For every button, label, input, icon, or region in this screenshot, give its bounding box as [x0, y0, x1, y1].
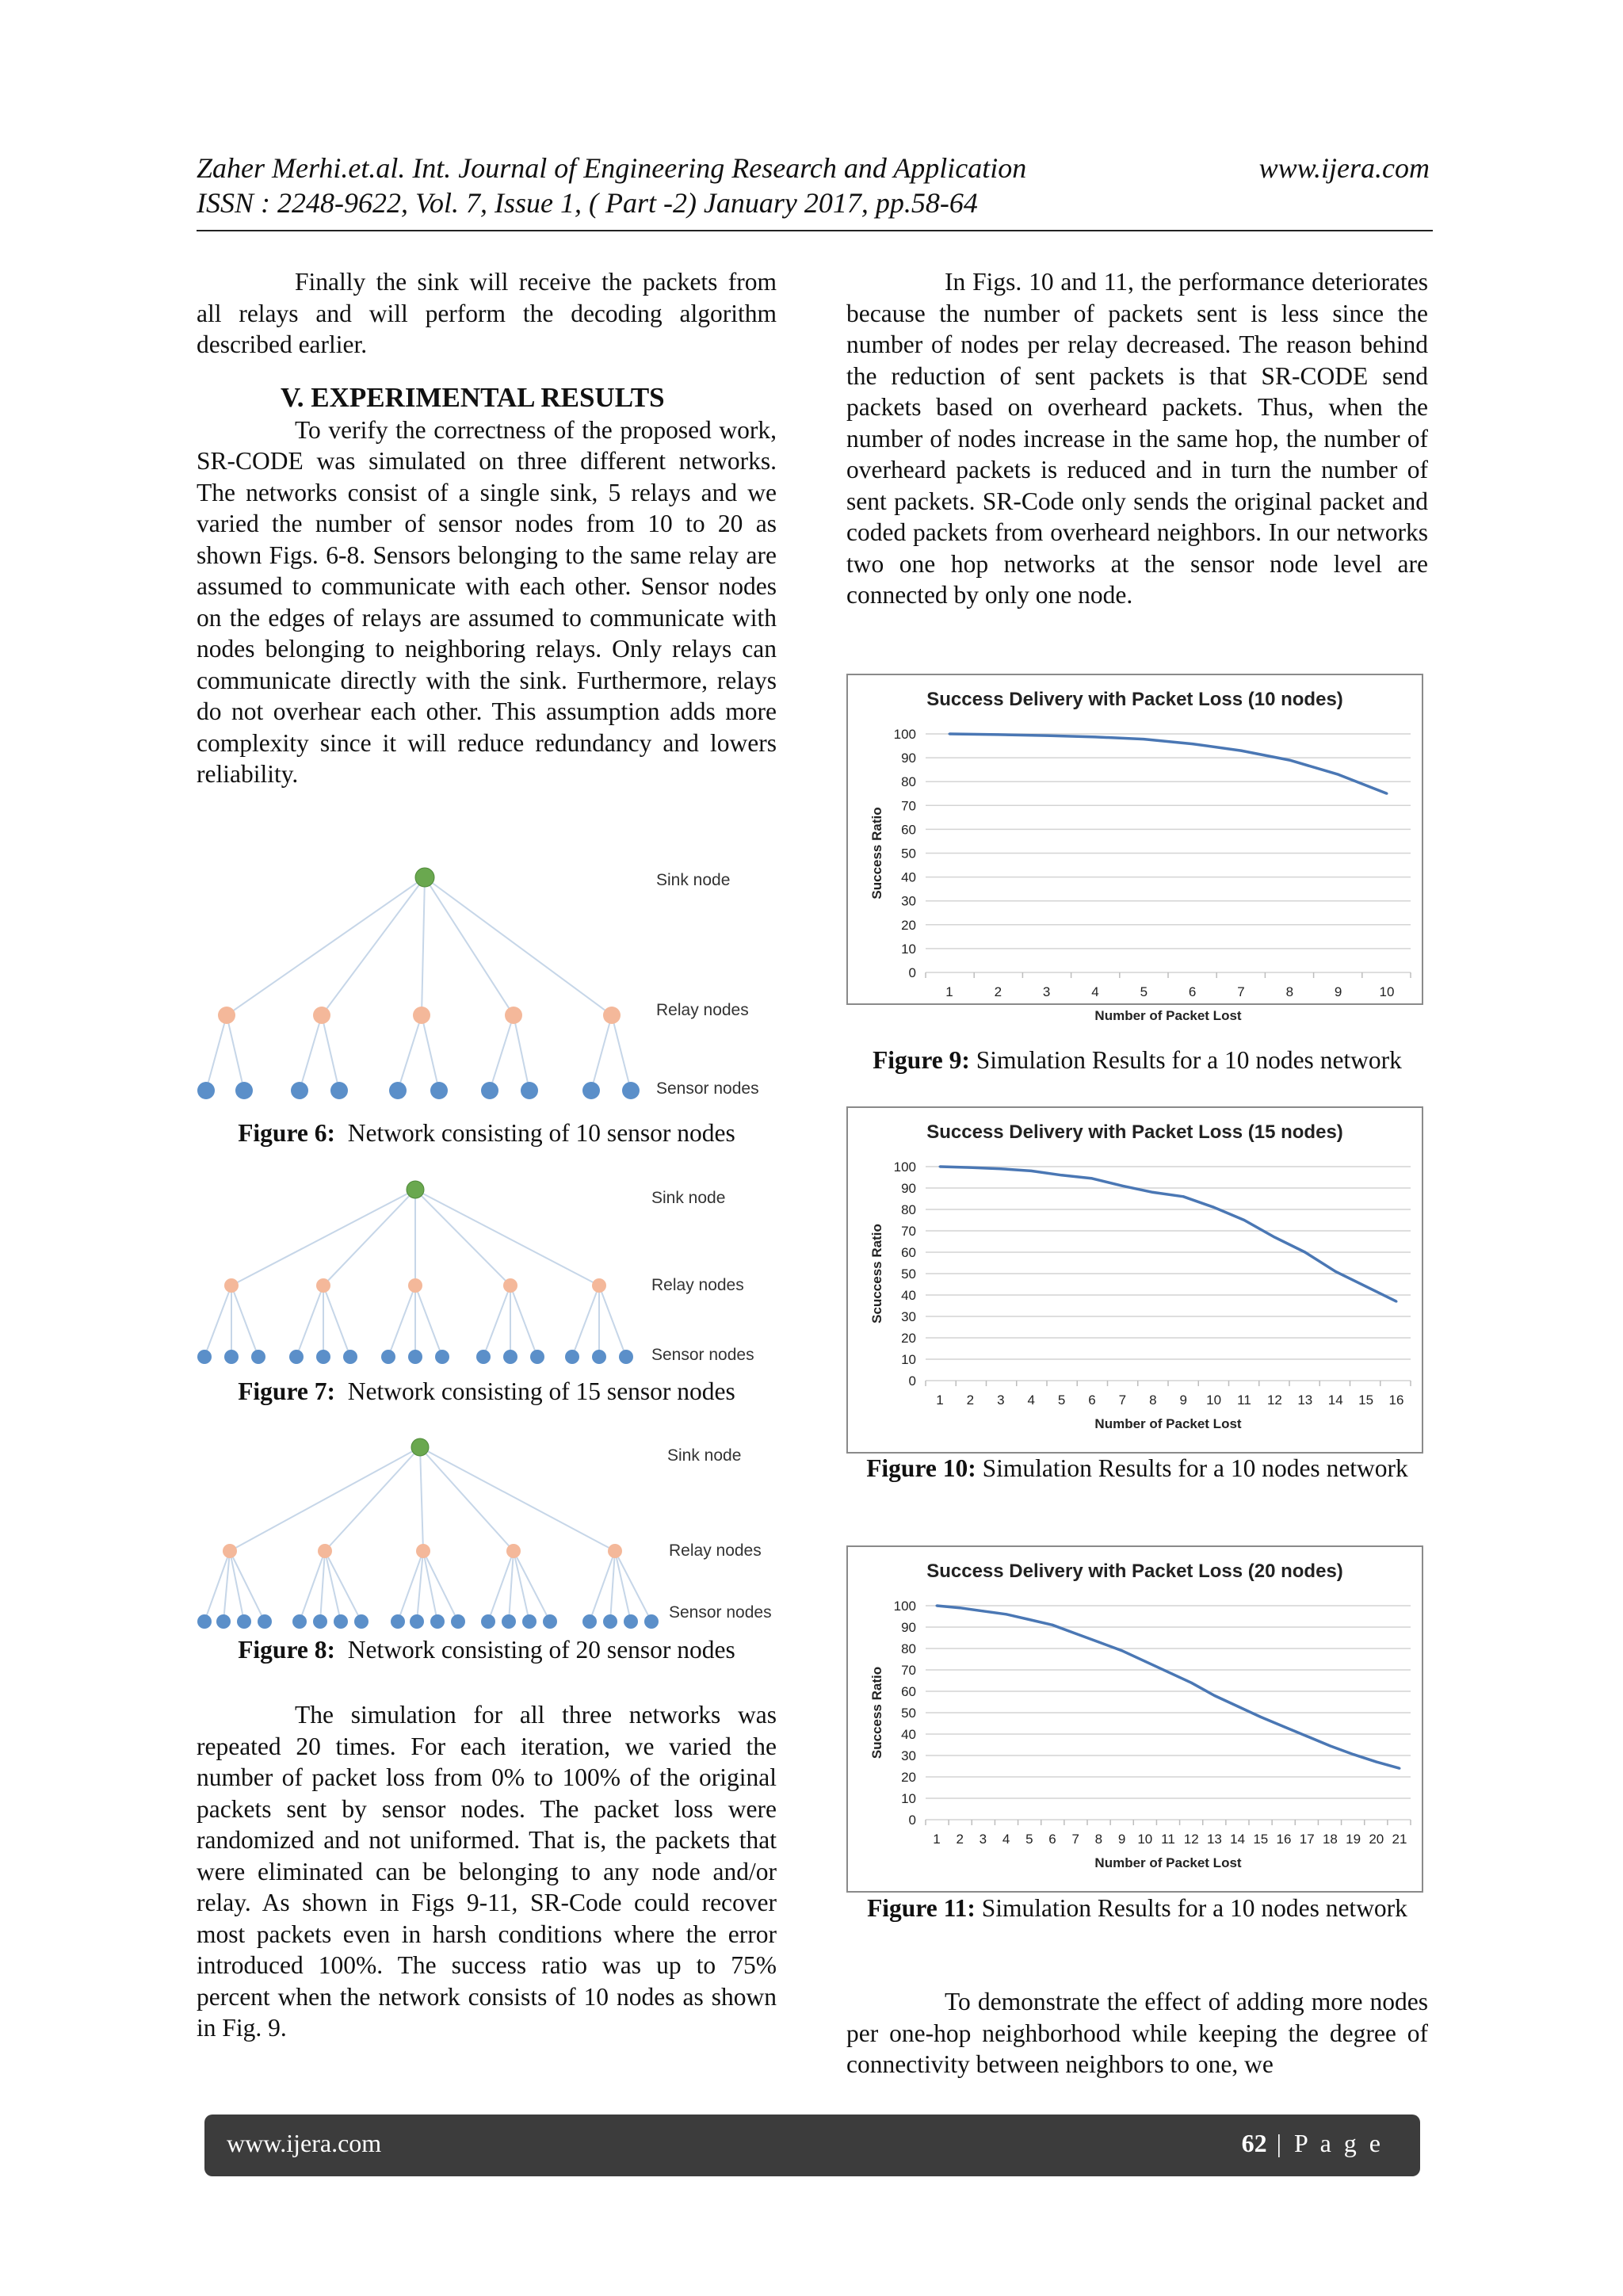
- y-tick-label: 10: [901, 1791, 916, 1806]
- right-column-top: [846, 266, 1428, 611]
- y-tick-label: 70: [901, 1663, 916, 1678]
- data-point: [982, 1610, 984, 1612]
- data-point: [1236, 1705, 1239, 1707]
- sensor-node: [235, 1082, 253, 1099]
- footer-url: www.ijera.com: [227, 2129, 382, 2157]
- x-tick-label: 16: [1276, 1832, 1292, 1847]
- figure-9-text: Simulation Results for a 10 nodes network: [976, 1046, 1402, 1074]
- data-point: [1335, 1270, 1337, 1273]
- sensor-node: [481, 1614, 495, 1629]
- relay-node: [506, 1544, 521, 1558]
- data-point: [1329, 1744, 1331, 1747]
- x-tick-label: 13: [1297, 1392, 1313, 1408]
- y-tick-label: 40: [901, 1288, 916, 1303]
- sensor-node: [582, 1082, 600, 1099]
- x-tick-label: 11: [1237, 1392, 1251, 1408]
- x-axis-label: Number of Packet Lost: [1094, 1855, 1242, 1870]
- left-column-bottom: [197, 1699, 777, 2044]
- x-tick-label: 8: [1285, 984, 1294, 999]
- relay-node: [413, 1007, 430, 1024]
- y-tick-label: 0: [908, 1813, 916, 1828]
- x-tick-label: 15: [1253, 1832, 1269, 1847]
- y-tick-label: 90: [901, 751, 916, 766]
- sink-node: [411, 1438, 429, 1456]
- network-figure-7: [190, 1173, 777, 1371]
- data-point: [1005, 1613, 1007, 1615]
- data-point: [1045, 735, 1048, 737]
- chart-figure-9: [846, 674, 1423, 1023]
- x-tick-label: 1: [945, 984, 953, 999]
- sensor-node: [619, 1350, 633, 1364]
- series-line: [940, 1167, 1396, 1301]
- data-point: [969, 1167, 972, 1169]
- x-tick-label: 5: [1025, 1832, 1033, 1847]
- left-paragraph-2: To verify the correctness of the proposed work, SR-CODE was simulated on three different networks. The networks consist of a single sink, 5 relays and we varied the number of sensor nodes from 10 to 20 as shown Figs. 6-8. Sensors belonging to the same relay are assumed to communicate with each other. Sensor nodes on the edges of relays are assumed to communicate with nodes belonging to neighboring relays. Only relays can communicate directly with the sink. Furthermore, relays do not overhear each other. This assumption adds more complexity since it will reduce redundancy and lowers reliability.: [197, 415, 777, 788]
- figure-7-caption: [197, 1376, 777, 1407]
- data-point: [1030, 1170, 1033, 1172]
- chart-title: Success Delivery with Packet Loss (15 nodes): [926, 1121, 1343, 1143]
- x-tick-label: 21: [1392, 1832, 1407, 1847]
- data-point: [949, 733, 951, 735]
- sensor-node: [603, 1614, 617, 1629]
- figure-10-label: Figure 10:: [866, 1454, 976, 1482]
- relay-node: [408, 1278, 422, 1293]
- y-tick-label: 30: [901, 1748, 916, 1763]
- y-tick-label: 60: [901, 1245, 916, 1260]
- sensor-node: [530, 1350, 544, 1364]
- sensor-node: [543, 1614, 557, 1629]
- x-tick-label: 3: [1042, 984, 1051, 999]
- data-point: [1213, 1694, 1216, 1697]
- header-rule: [197, 230, 1433, 231]
- y-axis-label: Scuccess Ratio: [869, 1224, 884, 1324]
- sink-node: [415, 868, 434, 887]
- y-tick-label: 100: [893, 1159, 916, 1175]
- x-tick-label: 14: [1230, 1832, 1246, 1847]
- relay-node: [603, 1007, 621, 1024]
- sensor-node: [503, 1350, 517, 1364]
- data-point: [1337, 774, 1339, 776]
- data-point: [1098, 1641, 1100, 1643]
- figure-10-caption: [846, 1453, 1428, 1484]
- data-point: [999, 1167, 1002, 1170]
- data-point: [939, 1166, 941, 1168]
- data-point: [1396, 1301, 1398, 1303]
- figure-7-label: Figure 7:: [238, 1377, 335, 1405]
- x-tick-label: 10: [1379, 984, 1395, 999]
- data-point: [1375, 1761, 1377, 1763]
- relay-node: [223, 1544, 237, 1558]
- x-tick-label: 11: [1161, 1832, 1175, 1847]
- sink-node-label: Sink node: [656, 871, 731, 889]
- relay-node: [318, 1544, 332, 1558]
- x-tick-label: 5: [1057, 1392, 1066, 1408]
- journal-url: www.ijera.com: [1258, 152, 1430, 184]
- data-point: [936, 1605, 938, 1607]
- sink-node-label: Sink node: [651, 1189, 726, 1207]
- figure-11-label: Figure 11:: [867, 1894, 976, 1922]
- sensor-node: [289, 1350, 304, 1364]
- y-axis-label: Success Ratio: [869, 807, 884, 900]
- y-tick-label: 30: [901, 1309, 916, 1324]
- x-tick-label: 15: [1358, 1392, 1374, 1408]
- sensor-node: [410, 1614, 424, 1629]
- y-tick-label: 80: [901, 1202, 916, 1217]
- journal-line: Zaher Merhi.et.al. Int. Journal of Engineering Research and Application: [197, 152, 1027, 184]
- data-point: [1304, 1251, 1306, 1254]
- y-tick-label: 50: [901, 846, 916, 861]
- relay-node: [313, 1007, 330, 1024]
- left-paragraph-1: Finally the sink will receive the packets from all relays and will perform the decoding algorithm described earlier.: [197, 268, 777, 358]
- data-point: [1352, 1753, 1354, 1755]
- relay-nodes-label: Relay nodes: [656, 1001, 749, 1019]
- page-number-value: 62: [1241, 2129, 1267, 2157]
- y-tick-label: 10: [901, 1352, 916, 1367]
- sensor-node: [565, 1350, 579, 1364]
- x-tick-label: 2: [956, 1832, 964, 1847]
- sensor-node: [316, 1350, 330, 1364]
- chart-title: Success Delivery with Packet Loss (10 nodes): [926, 689, 1343, 710]
- relay-node: [316, 1278, 330, 1293]
- y-tick-label: 60: [901, 1684, 916, 1699]
- x-tick-label: 9: [1117, 1832, 1126, 1847]
- sensor-nodes-label: Sensor nodes: [656, 1079, 759, 1098]
- sensor-node: [592, 1350, 606, 1364]
- series-line: [937, 1606, 1400, 1768]
- data-point: [1212, 1206, 1215, 1209]
- x-tick-label: 6: [1188, 984, 1197, 999]
- x-tick-label: 16: [1388, 1392, 1404, 1408]
- x-tick-label: 8: [1094, 1832, 1103, 1847]
- sensor-node: [258, 1614, 272, 1629]
- y-tick-label: 30: [901, 893, 916, 909]
- chart-title: Success Delivery with Packet Loss (20 nodes): [926, 1561, 1343, 1582]
- y-tick-label: 50: [901, 1706, 916, 1721]
- x-tick-label: 3: [997, 1392, 1005, 1408]
- sensor-nodes-label: Sensor nodes: [651, 1346, 754, 1364]
- relay-nodes-label: Relay nodes: [651, 1276, 744, 1294]
- sensor-node: [197, 1350, 212, 1364]
- data-point: [1182, 1195, 1185, 1198]
- x-tick-label: 7: [1118, 1392, 1127, 1408]
- data-point: [1191, 743, 1193, 745]
- figure-8-label: Figure 8:: [238, 1636, 335, 1664]
- sensor-node: [435, 1350, 449, 1364]
- x-tick-label: 7: [1071, 1832, 1079, 1847]
- sensor-node: [624, 1614, 638, 1629]
- x-tick-label: 17: [1299, 1832, 1315, 1847]
- left-paragraph-3: The simulation for all three networks was repeated 20 times. For each iteration, we varied the number of packet loss from 0% to 100% of the original packets sent by sensor nodes. The packet loss were randomized and not uniformed. That is, the packets that were eliminated can be belonging to any node and/or relay. As shown in Figs 9-11, SR-Code could recover most packets even in harsh conditions where the error introduced 100%. The success ratio was up to 75% percent when the network consists of 10 nodes as shown in Fig. 9.: [197, 1701, 777, 2042]
- sensor-node: [389, 1082, 407, 1099]
- data-point: [1399, 1767, 1401, 1770]
- relay-node: [218, 1007, 235, 1024]
- data-point: [1274, 1236, 1276, 1239]
- sensor-node: [197, 1614, 212, 1629]
- x-tick-label: 2: [994, 984, 1002, 999]
- sensor-node: [644, 1614, 659, 1629]
- y-tick-label: 100: [893, 1599, 916, 1614]
- x-tick-label: 1: [933, 1832, 941, 1847]
- right-paragraph-2: To demonstrate the effect of adding more nodes per one-hop neighborhood while keeping the degree of connectivity between neighbors to one, we: [846, 1988, 1428, 2078]
- data-point: [1094, 735, 1097, 738]
- x-tick-label: 8: [1149, 1392, 1157, 1408]
- x-tick-label: 4: [1002, 1832, 1010, 1847]
- x-tick-label: 9: [1179, 1392, 1187, 1408]
- sensor-node: [224, 1350, 239, 1364]
- x-tick-label: 10: [1137, 1832, 1153, 1847]
- x-tick-label: 5: [1140, 984, 1148, 999]
- sensor-nodes-label: Sensor nodes: [669, 1603, 772, 1622]
- x-tick-label: 7: [1237, 984, 1245, 999]
- page-footer: [204, 2115, 1420, 2176]
- data-point: [1259, 1716, 1262, 1718]
- page-suffix: | P a g e: [1266, 2129, 1384, 2157]
- x-tick-label: 12: [1183, 1832, 1199, 1847]
- figure-8-text: Network consisting of 20 sensor nodes: [347, 1636, 735, 1664]
- data-point: [1060, 1174, 1063, 1176]
- x-tick-label: 19: [1346, 1832, 1361, 1847]
- x-tick-label: 6: [1048, 1832, 1056, 1847]
- data-point: [1283, 1725, 1285, 1728]
- sensor-node: [330, 1082, 348, 1099]
- sensor-node: [481, 1082, 498, 1099]
- relay-nodes-label: Relay nodes: [669, 1541, 762, 1560]
- x-tick-label: 4: [1027, 1392, 1035, 1408]
- sensor-node: [237, 1614, 251, 1629]
- x-tick-label: 4: [1091, 984, 1099, 999]
- series-line: [949, 734, 1387, 793]
- sensor-node: [476, 1350, 491, 1364]
- y-tick-label: 50: [901, 1266, 916, 1282]
- sensor-node: [502, 1614, 516, 1629]
- sensor-node: [522, 1614, 537, 1629]
- figure-10-text: Simulation Results for a 10 nodes network: [982, 1454, 1408, 1482]
- x-tick-label: 14: [1327, 1392, 1343, 1408]
- y-tick-label: 80: [901, 774, 916, 790]
- x-tick-label: 12: [1266, 1392, 1282, 1408]
- sensor-node: [430, 1614, 445, 1629]
- y-tick-label: 40: [901, 1727, 916, 1742]
- data-point: [1151, 1191, 1154, 1194]
- relay-node: [505, 1007, 522, 1024]
- figure-11-text: Simulation Results for a 10 nodes network: [981, 1894, 1407, 1922]
- page-number: [1242, 2129, 1384, 2158]
- chart-figure-10: [846, 1106, 1423, 1454]
- x-tick-label: 3: [979, 1832, 987, 1847]
- figure-6-label: Figure 6:: [238, 1119, 335, 1147]
- sensor-node: [430, 1082, 448, 1099]
- data-point: [1075, 1633, 1077, 1635]
- issue-line: ISSN : 2248-9622, Vol. 7, Issue 1, ( Part -2) January 2017, pp.58-64: [197, 187, 978, 219]
- data-point: [997, 733, 999, 735]
- y-tick-label: 20: [901, 1331, 916, 1346]
- right-paragraph-1: In Figs. 10 and 11, the performance deteriorates because the number of packets sent is less since the number of nodes per relay decreased. The reason behind the reduction of sent packets is that SR-CODE send packets based on overheard packets. Thus, when the number of nodes increase in the same hop, the number of overheard packets is reduced and in turn the number of sent packets. SR-Code only sends the original packet and coded packets from overheard neighbors. In our networks two one hop networks at the sensor node level are connected by only one node.: [846, 268, 1428, 609]
- sensor-node: [622, 1082, 640, 1099]
- sensor-node: [343, 1350, 357, 1364]
- data-point: [1190, 1682, 1193, 1684]
- sensor-node: [291, 1082, 308, 1099]
- data-point: [1306, 1735, 1308, 1737]
- sensor-node: [251, 1350, 265, 1364]
- y-tick-label: 20: [901, 917, 916, 933]
- y-axis-label: Success Ratio: [869, 1666, 884, 1759]
- sensor-node: [354, 1614, 369, 1629]
- data-point: [1386, 793, 1388, 795]
- network-figure-8: [190, 1431, 777, 1629]
- sensor-node: [334, 1614, 348, 1629]
- x-tick-label: 9: [1334, 984, 1342, 999]
- network-figure-6: [190, 864, 777, 1110]
- running-header: [197, 151, 1430, 220]
- y-tick-label: 70: [901, 798, 916, 814]
- y-tick-label: 70: [901, 1224, 916, 1239]
- data-point: [1144, 1660, 1146, 1663]
- data-point: [1365, 1286, 1367, 1288]
- data-point: [1121, 1185, 1124, 1187]
- x-tick-label: 20: [1369, 1832, 1384, 1847]
- data-point: [1240, 750, 1243, 752]
- sensor-node: [408, 1350, 422, 1364]
- y-tick-label: 40: [901, 869, 916, 885]
- y-tick-label: 90: [901, 1181, 916, 1196]
- y-tick-label: 10: [901, 941, 916, 957]
- sensor-node: [451, 1614, 465, 1629]
- sensor-node: [313, 1614, 327, 1629]
- left-column-top: [197, 266, 777, 790]
- data-point: [1167, 1671, 1170, 1673]
- sensor-node: [292, 1614, 307, 1629]
- y-tick-label: 90: [901, 1620, 916, 1635]
- figure-6-text: Network consisting of 10 sensor nodes: [347, 1119, 735, 1147]
- section-title: V. EXPERIMENTAL RESULTS: [281, 381, 665, 413]
- x-tick-label: 13: [1206, 1832, 1222, 1847]
- sensor-node: [582, 1614, 597, 1629]
- x-tick-label: 10: [1206, 1392, 1222, 1408]
- chart-figure-11: [846, 1545, 1423, 1893]
- y-tick-label: 80: [901, 1641, 916, 1656]
- y-tick-label: 0: [908, 1373, 916, 1389]
- sink-node: [407, 1181, 424, 1198]
- figure-7-text: Network consisting of 15 sensor nodes: [347, 1377, 735, 1405]
- y-tick-label: 0: [908, 965, 916, 980]
- figure-9-caption: [846, 1045, 1428, 1075]
- sensor-node: [381, 1350, 395, 1364]
- sensor-node: [216, 1614, 231, 1629]
- x-tick-label: 18: [1322, 1832, 1338, 1847]
- x-axis-label: Number of Packet Lost: [1094, 1008, 1242, 1023]
- data-point: [959, 1606, 961, 1609]
- right-column-bottom: [846, 1986, 1428, 2080]
- x-axis-label: Number of Packet Lost: [1094, 1416, 1242, 1431]
- data-point: [1028, 1618, 1030, 1621]
- sensor-node: [521, 1082, 538, 1099]
- x-tick-label: 1: [936, 1392, 944, 1408]
- figure-8-caption: [197, 1634, 777, 1665]
- sensor-node: [391, 1614, 405, 1629]
- data-point: [1052, 1624, 1054, 1626]
- figure-6-caption: [197, 1117, 777, 1148]
- relay-node: [416, 1544, 430, 1558]
- relay-node: [592, 1278, 606, 1293]
- data-point: [1243, 1219, 1246, 1221]
- x-tick-label: 2: [966, 1392, 975, 1408]
- data-point: [1143, 738, 1145, 740]
- y-tick-label: 60: [901, 822, 916, 838]
- data-point: [1121, 1649, 1123, 1652]
- data-point: [1091, 1177, 1094, 1179]
- relay-node: [224, 1278, 239, 1293]
- data-point: [1289, 759, 1291, 762]
- sensor-node: [197, 1082, 215, 1099]
- x-tick-label: 6: [1088, 1392, 1096, 1408]
- figure-11-caption: [846, 1893, 1428, 1924]
- sink-node-label: Sink node: [667, 1446, 742, 1465]
- figure-9-label: Figure 9:: [873, 1046, 970, 1074]
- y-tick-label: 100: [893, 727, 916, 742]
- relay-node: [503, 1278, 517, 1293]
- relay-node: [608, 1544, 622, 1558]
- y-tick-label: 20: [901, 1770, 916, 1785]
